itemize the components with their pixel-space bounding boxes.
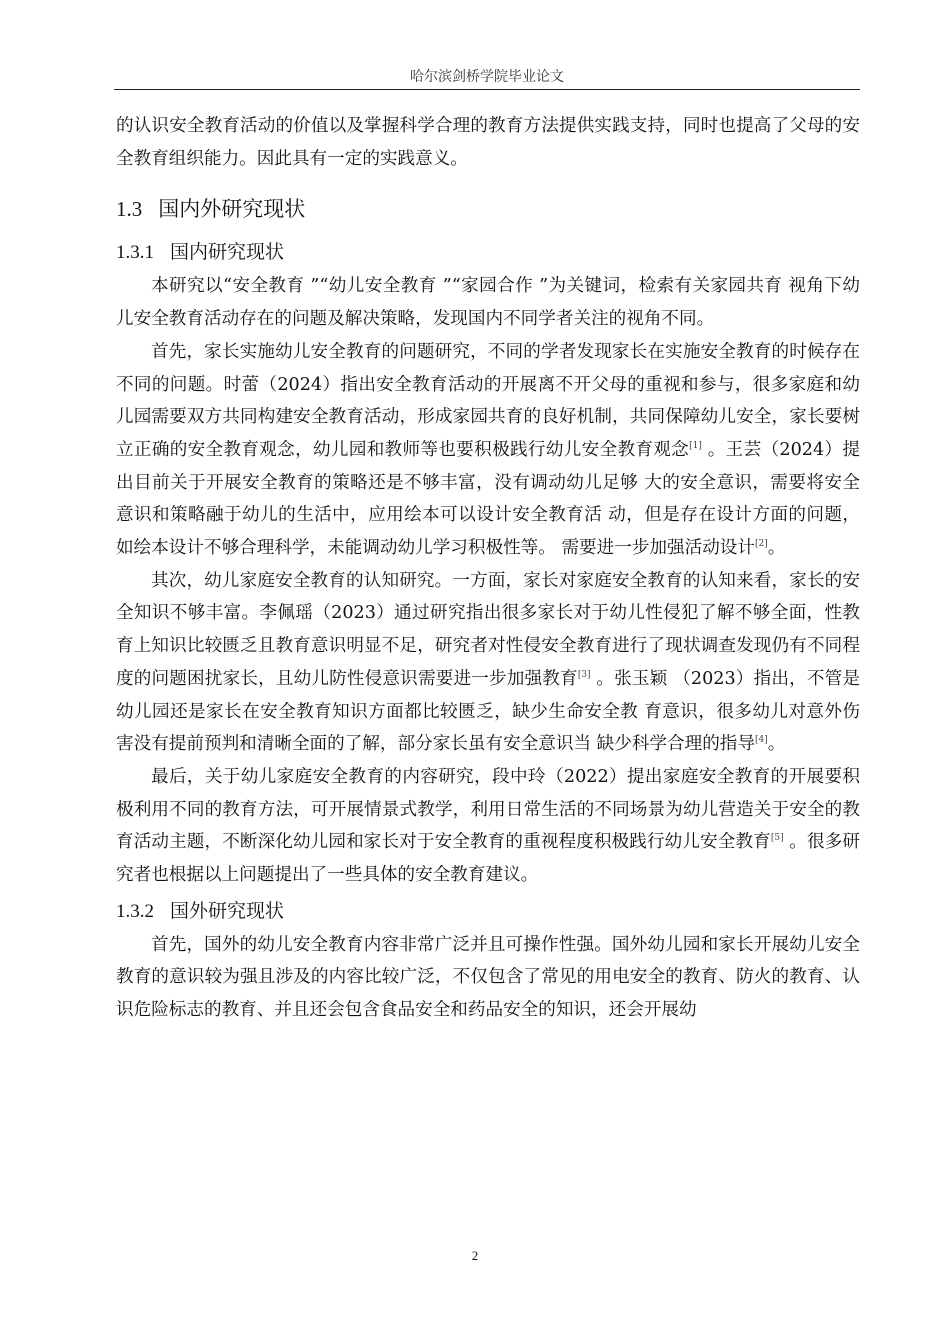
heading-title: 国内外研究现状 (158, 197, 306, 222)
heading-text (116, 193, 860, 225)
citation-1: [1] (689, 441, 702, 452)
section-heading-1-3-1 (116, 237, 860, 268)
paragraph-content (116, 761, 860, 892)
document-body (116, 110, 860, 1027)
text-run: 。很多研究者也根据以上问题提出了一些具体的安全教育建议。 (116, 832, 860, 886)
section-heading-1-3 (116, 193, 860, 225)
heading-title: 国外研究现状 (170, 899, 285, 922)
text-run: 。王芸（2024）提出目前关于开展安全教育的策略还是不够丰富，没有调动幼儿足够 大的安全意识，需要将安全意识和策略融于幼儿的生活中，应用绘本可以设计安全教育活 动，但是存在设计方面的问题，如绘本设计不够合理科学，未能调动幼儿学习积极性等。 需要进一步加强活动设计 (116, 439, 860, 559)
heading-text (116, 896, 860, 927)
paragraph-foreign: 首先，国外的幼儿安全教育内容非常广泛并且可操作性强。国外幼儿园和家长开展幼儿安全教育的意识较为强且涉及的内容比较广泛，不仅包含了常见的用电安全的教育、防火的教育、认识危险标志的教育、并且还会包含食品安全和药品安全的知识，还会开展幼 (116, 934, 860, 1021)
heading-text (116, 237, 860, 268)
text-run: 首先，家长实施幼儿安全教育的问题研究，不同的学者发现家长在实施安全教育的时候存在不同的问题。时蕾（2024）指出安全教育活动的开展离不开父母的重视和参与，很多家庭和幼儿园需要双方共同构建安全教育活动，形成家园共育的良好机制，共同保障幼儿安全，家长要树立正确的安全教育观念，幼儿园和教师等也要积极践行幼儿安全教育观念 (116, 341, 860, 460)
text-run: 。张玉颖 （2023）指出，不管是幼儿园还是家长在安全教育知识方面都比较匮乏，缺少生命安全教 育意识，很多幼儿对意外伤害没有提前预判和清晰全面的了解，部分家长虽有安全意识当 缺少科学合理的指导 (116, 668, 860, 755)
heading-number: 1.3.2 (116, 900, 154, 922)
citation-2: [2] (754, 539, 768, 550)
citation-5: [5] (770, 833, 784, 844)
page-number: 2 (471, 1248, 479, 1263)
continuation-paragraph: 的认识安全教育活动的价值以及掌握科学合理的教育方法提供实践支持，同时也提高了父母的安全教育组织能力。因此具有一定的实践意义。 (116, 116, 860, 169)
paragraph-parent-problems (116, 336, 860, 565)
heading-title: 国内研究现状 (170, 241, 285, 264)
paragraph-cognition (116, 565, 860, 761)
heading-number: 1.3 (116, 197, 143, 222)
citation-3: [3] (577, 669, 591, 680)
header-divider (114, 89, 860, 90)
citation-4: [4] (754, 735, 768, 746)
section-heading-1-3-2 (116, 896, 860, 927)
running-header: 哈尔滨剑桥学院毕业论文 (410, 69, 564, 85)
text-run: 其次，幼儿家庭安全教育的认知研究。一方面，家长对家庭安全教育的认知来看，家长的安全知识不够丰富。李佩瑶（2023）通过研究指出很多家长对于幼儿性侵犯了解不够全面，性教育上知识比较匮乏且教育意识明显不足，研究者对性侵安全教育进行了现状调查发现仍有不同程度的问题困扰家长，且幼儿防性侵意识需要进一步加强教育 (116, 570, 860, 689)
text-run: 。 (767, 538, 786, 559)
text-run: 。 (767, 734, 786, 755)
heading-number: 1.3.1 (116, 242, 154, 264)
text-run: 最后，关于幼儿家庭安全教育的内容研究，段中玲（2022）提出家庭安全教育的开展要积极利用不同的教育方法，可开展情景式教学，利用日常生活的不同场景为幼儿营造关于安全的教育活动主题，不断深化幼儿园和家长对于安全教育的重视程度积极践行幼儿安全教育 (116, 766, 860, 853)
paragraph-keywords: 本研究以“安全教育 ”“幼儿安全教育 ”“家园合作 ”为关键词，检索有关家园共育 视角下幼儿安全教育活动存在的问题及解决策略，发现国内不同学者关注的视角不同。 (116, 276, 860, 330)
